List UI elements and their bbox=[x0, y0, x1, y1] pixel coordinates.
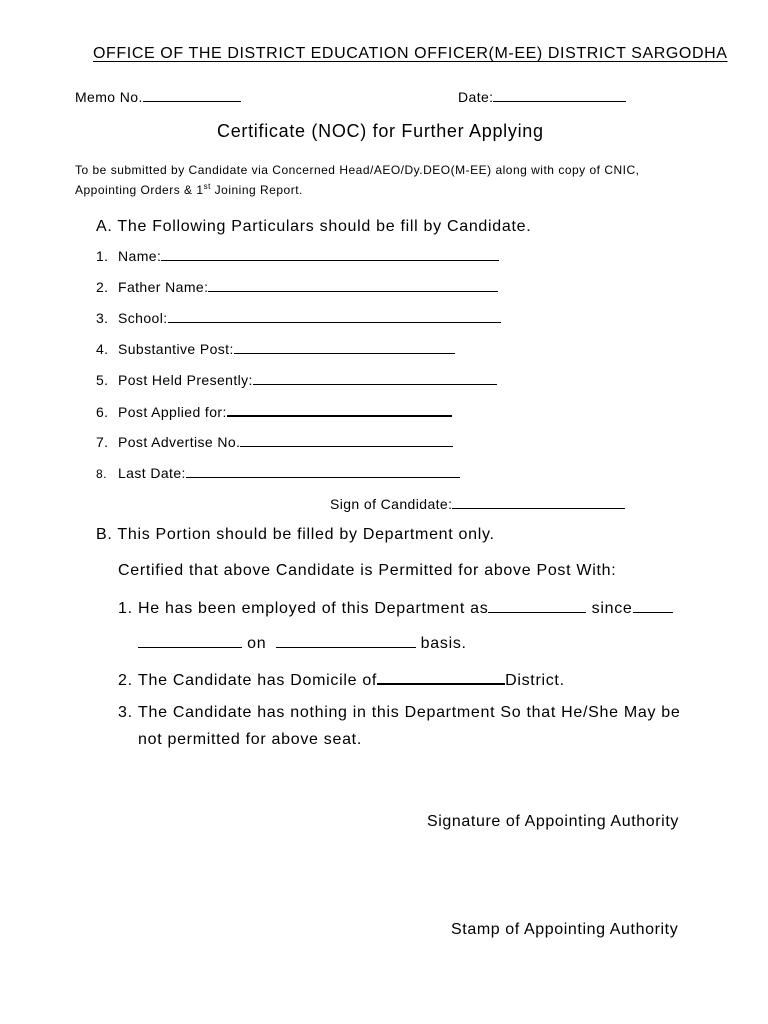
instructions-line-2-a: Appointing Orders & 1 bbox=[75, 183, 204, 197]
item-number: 1. bbox=[118, 600, 133, 617]
instructions-sup: st bbox=[203, 182, 211, 191]
employed-as-blank[interactable] bbox=[488, 597, 586, 613]
office-title: OFFICE OF THE DISTRICT EDUCATION OFFICER(M-EE) DISTRICT SARGODHA bbox=[93, 45, 728, 62]
item-number: 2. bbox=[118, 672, 133, 689]
field-substantive-post-label: Substantive Post: bbox=[118, 341, 234, 357]
item-number: 3. bbox=[96, 310, 109, 326]
basis-label: basis. bbox=[420, 635, 467, 652]
field-post-applied-label: Post Applied for: bbox=[118, 404, 227, 420]
sign-candidate-blank[interactable] bbox=[452, 493, 625, 509]
memo-blank[interactable] bbox=[143, 86, 241, 102]
instructions-line-2-b: Joining Report. bbox=[210, 183, 303, 197]
district-label: District. bbox=[505, 672, 565, 689]
last-date-blank[interactable] bbox=[186, 462, 460, 478]
item-number: 7. bbox=[96, 434, 109, 450]
field-last-date-label: Last Date: bbox=[118, 465, 186, 481]
school-blank[interactable] bbox=[168, 307, 501, 323]
b-item-1-line-1 bbox=[118, 597, 673, 618]
item-number: 2. bbox=[96, 279, 109, 295]
sign-candidate bbox=[330, 493, 625, 512]
field-post-advertise bbox=[96, 431, 453, 450]
employment-type-blank[interactable] bbox=[138, 632, 242, 648]
name-blank[interactable] bbox=[161, 245, 499, 261]
post-advertise-blank[interactable] bbox=[240, 431, 453, 447]
field-post-advertise-label: Post Advertise No. bbox=[118, 434, 241, 450]
section-a-heading: A. The Following Particulars should be fill by Candidate. bbox=[96, 218, 532, 235]
domicile-blank[interactable] bbox=[377, 668, 505, 685]
b-item-1-line-2 bbox=[138, 632, 467, 653]
field-school bbox=[96, 307, 501, 326]
since-blank[interactable] bbox=[633, 597, 673, 613]
item-number: 6. bbox=[96, 404, 109, 420]
date-field bbox=[458, 86, 626, 105]
post-held-blank[interactable] bbox=[253, 369, 497, 385]
b-item-3-line-1 bbox=[118, 704, 681, 722]
item-number: 5. bbox=[96, 372, 109, 388]
instructions-line-1: To be submitted by Candidate via Concerned Head/AEO/Dy.DEO(M-EE) along with copy of CNIC, bbox=[75, 163, 640, 177]
field-name-label: Name: bbox=[118, 248, 162, 264]
father-name-blank[interactable] bbox=[208, 276, 498, 292]
date-blank[interactable] bbox=[493, 86, 626, 102]
field-father-name bbox=[96, 276, 498, 295]
b-item-2-text: The Candidate has Domicile of bbox=[138, 672, 378, 689]
b-item-1-text: He has been employed of this Department as bbox=[138, 600, 489, 617]
item-number: 1. bbox=[96, 248, 109, 264]
signature-label: Signature of Appointing Authority bbox=[427, 813, 679, 830]
date-label: Date: bbox=[458, 89, 494, 105]
b-item-3-text: The Candidate has nothing in this Department So that He/She May be bbox=[138, 704, 681, 721]
field-post-held-label: Post Held Presently: bbox=[118, 372, 253, 388]
item-number: 4. bbox=[96, 341, 109, 357]
field-last-date bbox=[96, 462, 460, 481]
b-item-2 bbox=[118, 668, 565, 690]
field-school-label: School: bbox=[118, 310, 168, 326]
since-label: since bbox=[591, 600, 633, 617]
certified-text: Certified that above Candidate is Permitted for above Post With: bbox=[118, 562, 617, 579]
memo-field bbox=[75, 86, 241, 105]
substantive-post-blank[interactable] bbox=[234, 338, 455, 354]
post-applied-blank[interactable] bbox=[227, 400, 452, 417]
certificate-title: Certificate (NOC) for Further Applying bbox=[217, 121, 544, 141]
field-substantive-post bbox=[96, 338, 455, 357]
field-post-held bbox=[96, 369, 497, 388]
field-name bbox=[96, 245, 499, 264]
on-label: on bbox=[247, 635, 267, 652]
item-number: 3. bbox=[118, 704, 133, 721]
sign-candidate-label: Sign of Candidate: bbox=[330, 496, 453, 512]
instructions-line-2 bbox=[75, 183, 303, 197]
field-post-applied bbox=[96, 400, 452, 420]
b-item-3-line-2: not permitted for above seat. bbox=[138, 731, 362, 748]
stamp-label: Stamp of Appointing Authority bbox=[451, 921, 679, 938]
item-number: 8. bbox=[96, 467, 107, 481]
section-b-heading: B. This Portion should be filled by Department only. bbox=[96, 526, 495, 543]
memo-label: Memo No. bbox=[75, 89, 143, 105]
on-blank[interactable] bbox=[276, 632, 416, 648]
field-father-name-label: Father Name: bbox=[118, 279, 209, 295]
